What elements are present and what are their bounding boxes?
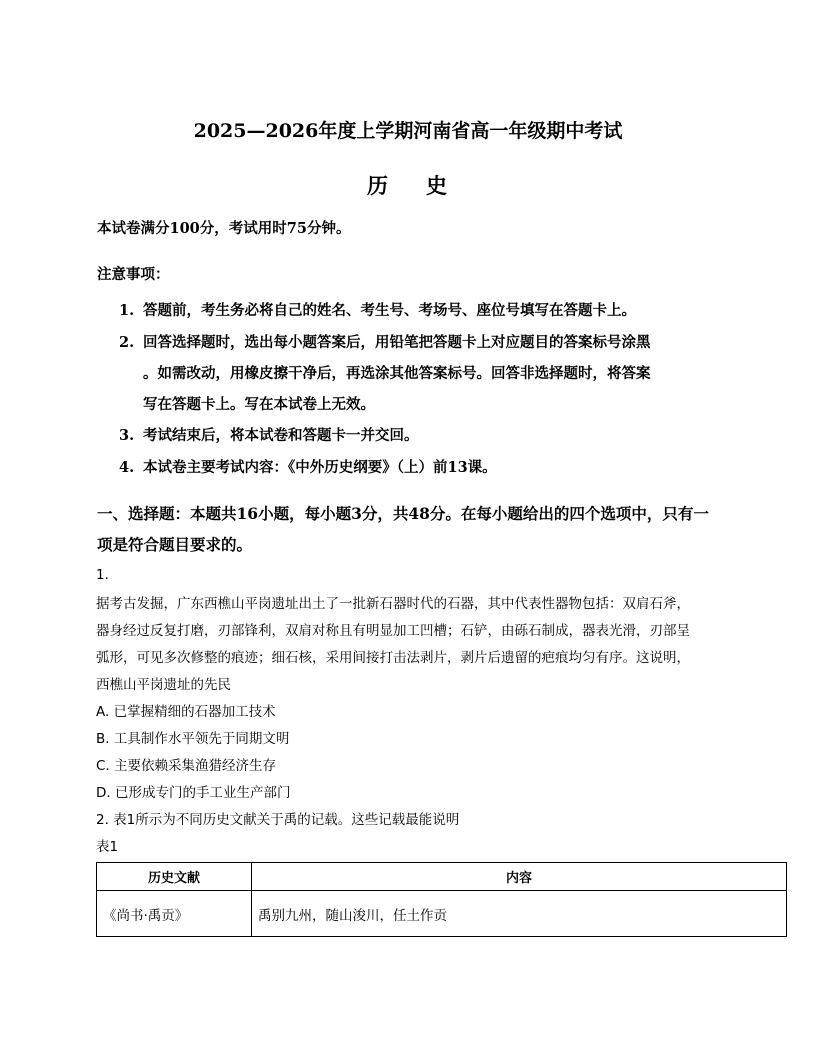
section-heading-line-2: 项是符合题目要求的。 xyxy=(97,535,253,554)
note-item-3: 3. 考试结束后，将本试卷和答题卡一并交回。 xyxy=(119,427,419,444)
subject-title xyxy=(0,170,816,200)
table-cell-source: 《尚书·禹贡》 xyxy=(97,891,252,937)
q1-option-a: A. 已掌握精细的石器加工技术 xyxy=(96,704,276,720)
note-item-2-line-2: 。如需改动，用橡皮擦干净后，再选涂其他答案标号。回答非选择题时，将答案 xyxy=(143,365,651,382)
table-header-content: 内容 xyxy=(252,863,787,891)
notes-heading: 注意事项： xyxy=(97,266,170,283)
q1-number: 1. xyxy=(96,567,109,583)
q1-stem-line-4: 西樵山平岗遗址的先民 xyxy=(96,677,231,693)
note-item-1: 1. 答题前，考生务必将自己的姓名、考生号、考场号、座位号填写在答题卡上。 xyxy=(119,302,636,319)
section-heading-line-1: 一、选择题：本题共16小题，每小题3分，共48分。在每小题给出的四个选项中，只有一 xyxy=(97,504,709,523)
q1-option-c: C. 主要依赖采集渔猎经济生存 xyxy=(96,758,277,774)
note-item-2-line-3: 写在答题卡上。写在本试卷上无效。 xyxy=(143,396,375,413)
q1-stem-line-1: 据考古发掘，广东西樵山平岗遗址出土了一批新石器时代的石器，其中代表性器物包括：双肩石斧， xyxy=(96,596,690,612)
exam-title: 2025—2026年度上学期河南省高一年级期中考试 xyxy=(193,120,623,142)
table-header-source: 历史文献 xyxy=(97,863,252,891)
note-item-4: 4. 本试卷主要考试内容：《中外历史纲要》（上）前13课。 xyxy=(119,459,497,476)
note-item-2: 2. 回答选择题时，选出每小题答案后，用铅笔把答题卡上对应题目的答案标号涂黑 xyxy=(119,334,651,351)
q1-stem-line-2: 器身经过反复打磨，刃部锋利，双肩对称且有明显加工凹槽；石铲，由砾石制成，器表光滑，刃部呈 xyxy=(96,623,690,639)
table-cell-content: 禹别九州，随山浚川，任土作贡 xyxy=(252,891,787,937)
subject-char-2: 史 xyxy=(426,173,449,198)
q1-option-d: D. 已形成专门的手工业生产部门 xyxy=(96,785,291,801)
q1-option-b: B. 工具制作水平领先于同期文明 xyxy=(96,731,290,747)
history-records-table xyxy=(96,862,787,937)
subject-char-1: 历 xyxy=(367,173,390,198)
q1-stem-line-3: 弧形，可见多次修整的痕迹；细石核，采用间接打击法剥片，剥片后遗留的疤痕均匀有序。这说明， xyxy=(96,650,690,666)
q2-stem: 2. 表1所示为不同历史文献关于禹的记载。这些记载最能说明 xyxy=(96,812,460,828)
table-label: 表1 xyxy=(96,839,119,855)
table-header-row xyxy=(97,863,787,891)
exam-info: 本试卷满分100分，考试用时75分钟。 xyxy=(97,220,351,237)
table-row xyxy=(97,891,787,937)
